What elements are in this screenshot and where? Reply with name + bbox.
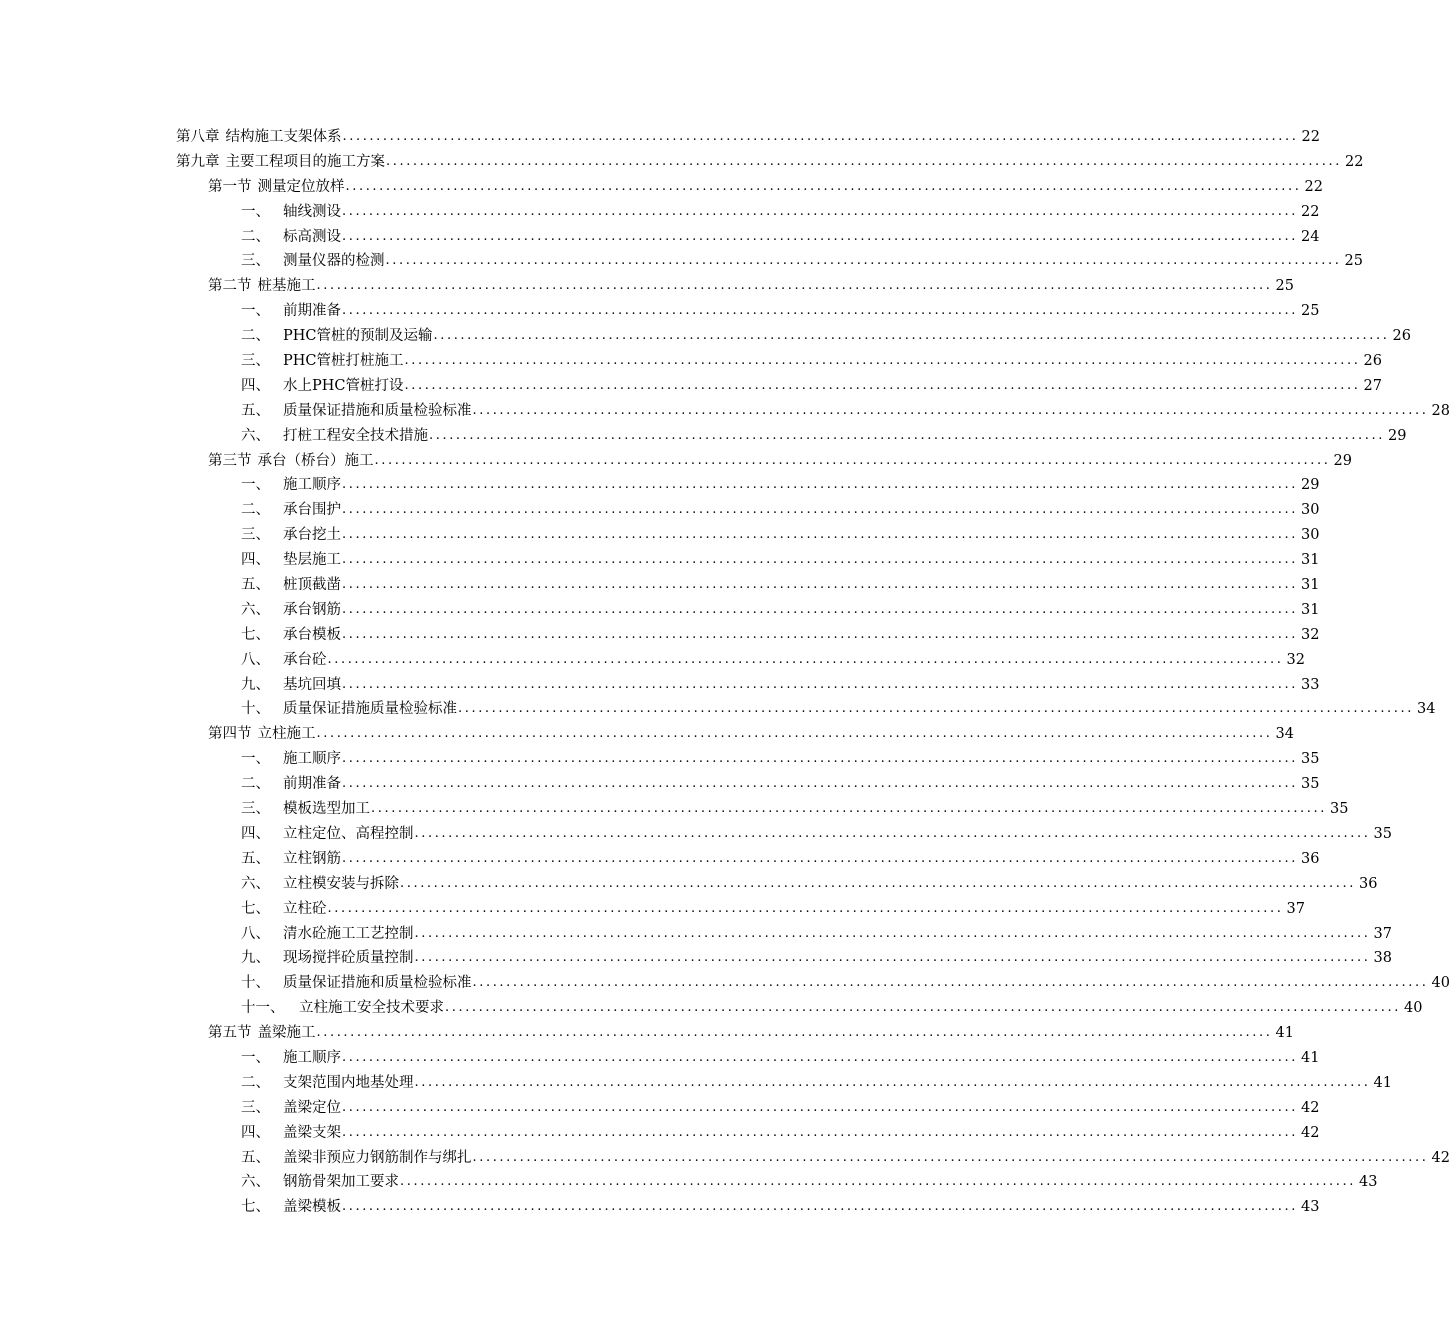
toc-dot-leader: ..............................................................................................................................................	[429, 427, 1385, 443]
toc-entry-number: 一、	[241, 1049, 270, 1066]
toc-subsection-entry[interactable]	[0, 1071, 1392, 1096]
toc-dot-leader: ..............................................................................................................................................	[342, 601, 1298, 617]
toc-entry-number: 六、	[241, 875, 270, 892]
toc-entry-number: 八、	[241, 651, 270, 668]
toc-page-number: 25	[1344, 253, 1363, 270]
toc-subsection-entry[interactable]	[0, 996, 1423, 1021]
toc-subsection-entry[interactable]	[0, 648, 1305, 673]
toc-entry-title: 前期准备	[283, 303, 341, 320]
toc-subsection-entry[interactable]	[0, 573, 1320, 598]
toc-subsection-entry[interactable]	[0, 872, 1378, 897]
toc-dot-leader: ..............................................................................................................................................	[342, 626, 1298, 642]
toc-entry-title: 打桩工程安全技术措施	[283, 427, 428, 444]
toc-entry-title: 立柱模安装与拆除	[283, 875, 399, 892]
toc-entry-number: 第五节	[208, 1025, 252, 1042]
toc-section-entry[interactable]	[0, 722, 1294, 747]
toc-subsection-entry[interactable]	[0, 922, 1392, 947]
toc-page-number: 34	[1275, 726, 1294, 743]
toc-entry-title: 立柱砼	[283, 900, 327, 917]
toc-page-number: 26	[1392, 328, 1411, 345]
toc-dot-leader: ..............................................................................................................................................	[472, 402, 1429, 418]
toc-subsection-entry[interactable]	[0, 473, 1320, 498]
toc-entry-title: 施工顺序	[283, 477, 341, 494]
toc-page-number: 43	[1301, 1199, 1320, 1216]
toc-entry-number: 五、	[241, 1149, 270, 1166]
toc-entry-title: 盖梁支架	[283, 1124, 341, 1141]
toc-page-number: 42	[1301, 1099, 1320, 1116]
toc-page-number: 36	[1359, 875, 1378, 892]
toc-dot-leader: ..............................................................................................................................................	[327, 900, 1284, 916]
toc-page-number: 30	[1301, 502, 1320, 519]
toc-subsection-entry[interactable]	[0, 897, 1305, 922]
toc-dot-leader: ..............................................................................................................................................	[386, 153, 1342, 169]
toc-entry-title: 测量定位放样	[257, 178, 345, 195]
toc-dot-leader: ..............................................................................................................................................	[342, 1124, 1298, 1140]
toc-dot-leader: ..............................................................................................................................................	[385, 253, 1342, 269]
toc-entry-title: 盖梁非预应力钢筋制作与绑扎	[283, 1149, 472, 1166]
toc-section-entry[interactable]	[0, 175, 1323, 200]
toc-dot-leader: ..............................................................................................................................................	[404, 377, 1361, 393]
toc-page-number: 29	[1301, 477, 1320, 494]
toc-subsection-entry[interactable]	[0, 1046, 1320, 1071]
toc-dot-leader: ..............................................................................................................................................	[400, 1174, 1356, 1190]
toc-page-number: 38	[1373, 950, 1392, 967]
toc-entry-number: 五、	[241, 577, 270, 594]
toc-entry-number: 七、	[241, 1199, 270, 1216]
toc-subsection-entry[interactable]	[0, 1146, 1450, 1171]
toc-dot-leader: ..............................................................................................................................................	[400, 875, 1356, 891]
toc-subsection-entry[interactable]	[0, 971, 1450, 996]
toc-entry-number: 四、	[241, 377, 270, 394]
toc-dot-leader: ..............................................................................................................................................	[404, 353, 1361, 369]
toc-dot-leader: ..............................................................................................................................................	[316, 1025, 1273, 1041]
toc-subsection-entry[interactable]	[0, 822, 1392, 847]
toc-subsection-entry[interactable]	[0, 225, 1320, 250]
toc-subsection-entry[interactable]	[0, 324, 1411, 349]
toc-section-entry[interactable]	[0, 274, 1294, 299]
toc-dot-leader: ..............................................................................................................................................	[342, 527, 1298, 543]
toc-page-number: 35	[1373, 825, 1392, 842]
toc-subsection-entry[interactable]	[0, 1121, 1320, 1146]
toc-entry-title: 施工顺序	[283, 1049, 341, 1066]
toc-entry-number: 第九章	[176, 153, 220, 170]
toc-subsection-entry[interactable]	[0, 299, 1320, 324]
toc-entry-title: 承台砼	[283, 651, 327, 668]
toc-dot-leader: ..............................................................................................................................................	[472, 1149, 1429, 1165]
toc-dot-leader: ..............................................................................................................................................	[342, 1199, 1298, 1215]
toc-subsection-entry[interactable]	[0, 747, 1320, 772]
toc-entry-number: 第二节	[208, 278, 252, 295]
toc-page-number: 41	[1301, 1049, 1320, 1066]
toc-entry-number: 六、	[241, 601, 270, 618]
toc-dot-leader: ..............................................................................................................................................	[414, 1074, 1371, 1090]
toc-page-number: 36	[1301, 850, 1320, 867]
toc-entry-number: 第八章	[176, 129, 220, 145]
toc-dot-leader: ..............................................................................................................................................	[342, 577, 1298, 593]
toc-subsection-entry[interactable]	[0, 673, 1320, 698]
toc-dot-leader: ..............................................................................................................................................	[433, 328, 1390, 344]
toc-subsection-entry[interactable]	[0, 697, 1436, 722]
toc-subsection-entry[interactable]	[0, 847, 1320, 872]
toc-entry-number: 十一、	[241, 1000, 285, 1017]
toc-dot-leader: ..............................................................................................................................................	[342, 850, 1298, 866]
toc-entry-title: 质量保证措施质量检验标准	[283, 701, 457, 718]
toc-dot-leader: ..............................................................................................................................................	[316, 278, 1273, 294]
toc-page-number: 22	[1301, 129, 1320, 145]
toc-page-number: 29	[1333, 452, 1352, 469]
toc-dot-leader: ..............................................................................................................................................	[374, 452, 1331, 468]
toc-dot-leader: ..............................................................................................................................................	[342, 751, 1298, 767]
toc-page-number: 22	[1304, 178, 1323, 195]
toc-entry-title: 前期准备	[283, 776, 341, 793]
toc-subsection-entry[interactable]	[0, 946, 1392, 971]
toc-subsection-entry[interactable]	[0, 523, 1320, 548]
toc-dot-leader: ..............................................................................................................................................	[414, 950, 1371, 966]
toc-entry-number: 九、	[241, 950, 270, 967]
toc-entry-number: 第三节	[208, 452, 252, 469]
toc-entry-number: 四、	[241, 825, 270, 842]
toc-page-number: 22	[1345, 153, 1364, 170]
toc-entry-title: 支架范围内地基处理	[283, 1074, 414, 1091]
toc-page-number: 25	[1275, 278, 1294, 295]
toc-page-number: 32	[1286, 651, 1305, 668]
toc-subsection-entry[interactable]	[0, 424, 1407, 449]
toc-entry-title: 轴线测设	[283, 203, 341, 220]
toc-subsection-entry[interactable]	[0, 797, 1349, 822]
toc-page-number: 37	[1286, 900, 1305, 917]
toc-page-number: 32	[1301, 626, 1320, 643]
toc-subsection-entry[interactable]	[0, 1170, 1378, 1195]
toc-page-number: 41	[1373, 1074, 1392, 1091]
toc-dot-leader: ..............................................................................................................................................	[342, 552, 1298, 568]
toc-page-number: 40	[1431, 975, 1450, 992]
toc-entry-title: PHC管桩打桩施工	[283, 353, 404, 370]
toc-entry-number: 三、	[241, 801, 270, 818]
toc-entry-number: 十、	[241, 701, 270, 718]
toc-entry-number: 五、	[241, 402, 270, 419]
toc-entry-title: 清水砼施工工艺控制	[283, 925, 414, 942]
toc-entry-number: 六、	[241, 1174, 270, 1191]
toc-entry-title: 基坑回填	[283, 676, 341, 693]
toc-entry-title: 桩基施工	[257, 278, 316, 295]
toc-entry-number: 七、	[241, 900, 270, 917]
toc-page-number: 34	[1417, 701, 1436, 718]
toc-page-number: 42	[1431, 1149, 1450, 1166]
toc-page-number: 37	[1373, 925, 1392, 942]
toc-page-number: 31	[1301, 552, 1320, 569]
toc-dot-leader: ..............................................................................................................................................	[342, 477, 1298, 493]
toc-entry-number: 第一节	[208, 178, 252, 195]
toc-subsection-entry[interactable]	[0, 548, 1320, 573]
toc-dot-leader: ..............................................................................................................................................	[414, 825, 1371, 841]
toc-page-number: 35	[1301, 751, 1320, 768]
toc-entry-number: 一、	[241, 477, 270, 494]
toc-entry-title: 施工顺序	[283, 751, 341, 768]
toc-entry-number: 四、	[241, 552, 270, 569]
toc-subsection-entry[interactable]	[0, 598, 1320, 623]
toc-entry-number: 一、	[241, 203, 270, 220]
toc-subsection-entry[interactable]	[0, 1096, 1320, 1121]
toc-entry-title: 标高测设	[283, 228, 341, 245]
toc-dot-leader: ..............................................................................................................................................	[445, 1000, 1401, 1016]
toc-page-number: 35	[1301, 776, 1320, 793]
toc-chapter-entry[interactable]	[0, 150, 1364, 175]
toc-entry-number: 二、	[241, 228, 270, 245]
toc-entry-number: 七、	[241, 626, 270, 643]
toc-page-number: 35	[1330, 801, 1349, 818]
toc-entry-number: 二、	[241, 328, 270, 345]
toc-entry-title: 模板选型加工	[283, 801, 370, 818]
toc-subsection-entry[interactable]	[0, 772, 1320, 797]
toc-subsection-entry[interactable]	[0, 200, 1320, 225]
toc-dot-leader: ..............................................................................................................................................	[342, 203, 1298, 219]
toc-entry-title: 结构施工支架体系	[225, 129, 342, 145]
toc-page-number: 31	[1301, 601, 1320, 618]
toc-page-number: 31	[1301, 577, 1320, 594]
toc-section-entry[interactable]	[0, 1021, 1294, 1046]
toc-page-number: 41	[1275, 1025, 1294, 1042]
toc-subsection-entry[interactable]	[0, 1195, 1320, 1220]
toc-entry-number: 五、	[241, 850, 270, 867]
toc-entry-title: 现场搅拌砼质量控制	[283, 950, 414, 967]
toc-entry-title: PHC管桩的预制及运输	[283, 328, 433, 345]
table-of-contents	[0, 125, 1450, 1220]
toc-dot-leader: ..............................................................................................................................................	[414, 925, 1371, 941]
toc-page-number: 22	[1301, 203, 1320, 220]
toc-section-entry[interactable]	[0, 449, 1352, 474]
toc-dot-leader: ..............................................................................................................................................	[342, 1049, 1298, 1065]
toc-entry-title: 测量仪器的检测	[283, 253, 385, 270]
toc-subsection-entry[interactable]	[0, 374, 1382, 399]
toc-entry-title: 承台（桥台）施工	[257, 452, 374, 469]
toc-entry-number: 二、	[241, 1074, 270, 1091]
toc-subsection-entry[interactable]	[0, 623, 1320, 648]
toc-page-number: 30	[1301, 527, 1320, 544]
toc-entry-title: 承台模板	[283, 626, 341, 643]
toc-entry-number: 二、	[241, 776, 270, 793]
toc-entry-number: 三、	[241, 253, 270, 270]
toc-dot-leader: ..............................................................................................................................................	[345, 178, 1302, 194]
toc-page-number: 26	[1363, 353, 1382, 370]
toc-page-number: 29	[1388, 427, 1407, 444]
toc-page-number: 43	[1359, 1174, 1378, 1191]
toc-page-number: 40	[1404, 1000, 1423, 1017]
toc-entry-number: 一、	[241, 751, 270, 768]
toc-dot-leader: ..............................................................................................................................................	[342, 228, 1298, 244]
toc-entry-number: 第四节	[208, 726, 252, 743]
toc-dot-leader: ..............................................................................................................................................	[371, 801, 1327, 817]
toc-entry-number: 一、	[241, 303, 270, 320]
toc-dot-leader: ..............................................................................................................................................	[342, 129, 1299, 144]
toc-page-number: 25	[1301, 303, 1320, 320]
toc-entry-title: 立柱施工	[257, 726, 316, 743]
toc-page-number: 28	[1431, 402, 1450, 419]
toc-entry-title: 立柱施工安全技术要求	[299, 1000, 444, 1017]
toc-dot-leader: ..............................................................................................................................................	[342, 502, 1298, 518]
toc-dot-leader: ..............................................................................................................................................	[458, 701, 1414, 717]
toc-page-number: 33	[1301, 676, 1320, 693]
toc-entry-title: 承台挖土	[283, 527, 341, 544]
toc-entry-title: 垫层施工	[283, 552, 341, 569]
toc-entry-title: 质量保证措施和质量检验标准	[283, 975, 472, 992]
toc-page-number: 27	[1363, 377, 1382, 394]
toc-entry-title: 立柱钢筋	[283, 850, 341, 867]
toc-dot-leader: ..............................................................................................................................................	[342, 1099, 1298, 1115]
toc-chapter-entry[interactable]	[0, 125, 1320, 150]
toc-subsection-entry[interactable]	[0, 498, 1320, 523]
toc-entry-title: 立柱定位、高程控制	[283, 825, 414, 842]
toc-entry-number: 三、	[241, 527, 270, 544]
toc-entry-title: 钢筋骨架加工要求	[283, 1174, 399, 1191]
toc-entry-title: 水上PHC管桩打设	[283, 377, 404, 394]
toc-dot-leader: ..............................................................................................................................................	[327, 651, 1284, 667]
toc-subsection-entry[interactable]	[0, 349, 1382, 374]
toc-entry-number: 四、	[241, 1124, 270, 1141]
toc-entry-title: 盖梁施工	[257, 1025, 316, 1042]
toc-entry-number: 八、	[241, 925, 270, 942]
toc-entry-number: 六、	[241, 427, 270, 444]
toc-entry-title: 承台钢筋	[283, 601, 341, 618]
toc-dot-leader: ..............................................................................................................................................	[316, 726, 1273, 742]
toc-entry-number: 二、	[241, 502, 270, 519]
toc-dot-leader: ..............................................................................................................................................	[342, 303, 1298, 319]
toc-entry-title: 盖梁模板	[283, 1199, 341, 1216]
toc-subsection-entry[interactable]	[0, 249, 1363, 274]
toc-entry-title: 桩顶截凿	[283, 577, 341, 594]
toc-entry-number: 三、	[241, 353, 270, 370]
toc-entry-title: 承台围护	[283, 502, 341, 519]
toc-entry-title: 主要工程项目的施工方案	[225, 153, 385, 170]
toc-entry-number: 九、	[241, 676, 270, 693]
toc-dot-leader: ..............................................................................................................................................	[342, 776, 1298, 792]
toc-page-number: 24	[1301, 228, 1320, 245]
toc-entry-number: 十、	[241, 975, 270, 992]
toc-subsection-entry[interactable]	[0, 399, 1450, 424]
toc-entry-number: 三、	[241, 1099, 270, 1116]
toc-entry-title: 盖梁定位	[283, 1099, 341, 1116]
toc-page-number: 42	[1301, 1124, 1320, 1141]
toc-dot-leader: ..............................................................................................................................................	[342, 676, 1298, 692]
toc-entry-title: 质量保证措施和质量检验标准	[283, 402, 472, 419]
toc-dot-leader: ..............................................................................................................................................	[472, 975, 1429, 991]
